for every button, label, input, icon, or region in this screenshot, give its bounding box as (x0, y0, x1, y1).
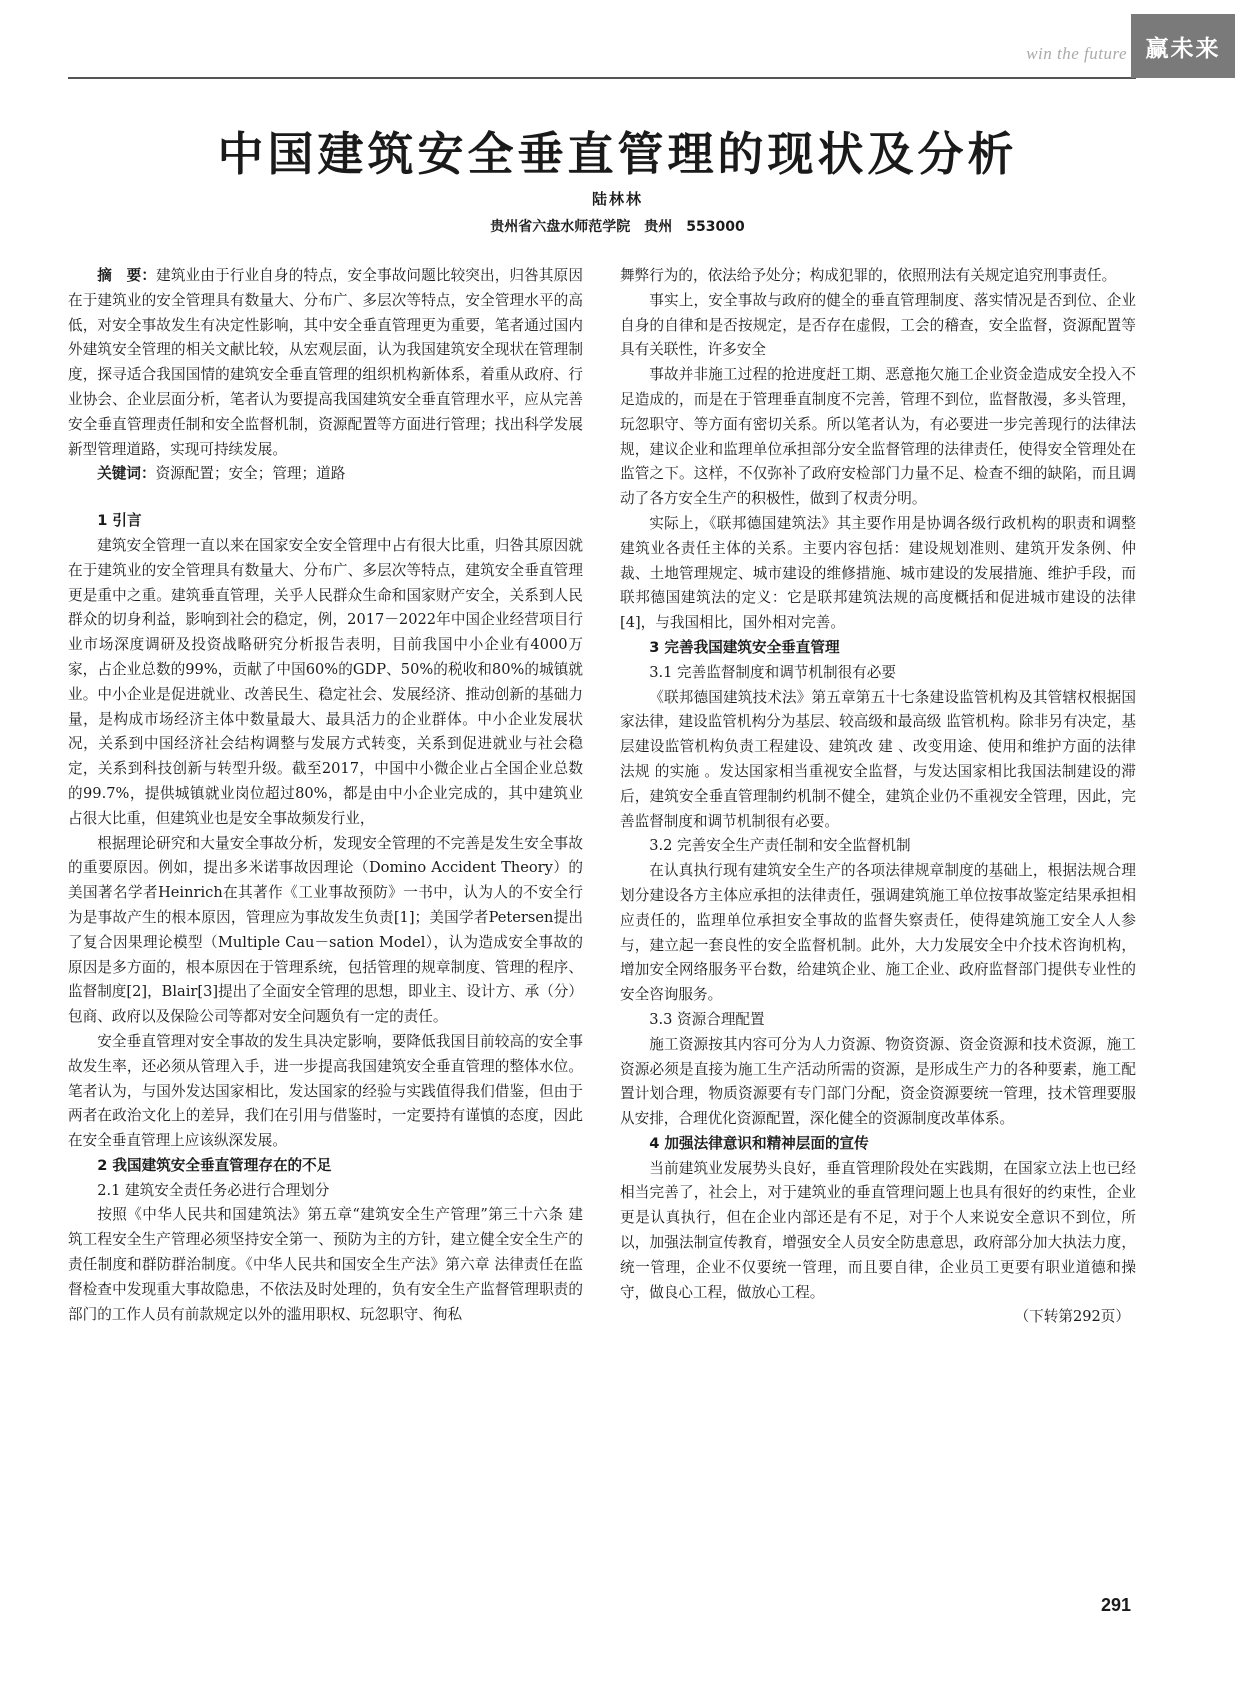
header-badge: 赢未来 (1131, 14, 1235, 78)
article-title: 中国建筑安全垂直管理的现状及分析 (217, 127, 1018, 181)
subsection-heading: 3.3 资源合理配置 (649, 1010, 765, 1028)
header-tagline: win the future (1026, 44, 1127, 63)
right-column (620, 264, 1136, 1330)
paragraph: 根据理论研究和大量安全事故分析，发现安全管理的不完善是发生安全事故的重要原因。例如，提出多米诺事故因理论（Domino Accident Theory）的美国著名学者Heinrich在其著作《工业事故预防》一书中，认为人的不安全行为是事故产生的根本原因，管理应为事故发生负责[1]；美国学者Petersen提出了复合因果理论模型（Multiple Cau－sation Model），认为造成安全事故的原因是多方面的，根本原因在于管理系统，包括管理的规章制度、管理的程序、监督制度[2]，Blair[3]提出了全面安全管理的思想，即业主、设计方、承（分）包商、政府以及保险公司等都对安全问题负有一定的责任。 (68, 834, 583, 1026)
paragraph: 舞弊行为的，依法给予处分；构成犯罪的，依照刑法有关规定追究刑事责任。 (620, 267, 1117, 284)
paragraph: 实际上，《联邦德国建筑法》其主要作用是协调各级行政机构的职责和调整建筑业各责任主体的关系。主要内容包括：建设规划准则、建筑开发条例、仲裁、土地管理规定、城市建设的维修措施、城市建设的发展措施、维护手段，而联邦德国建筑法的定义：它是联邦建筑法规的高度概括和促进城市建设的法律[4]，与我国相比，国外相对完善。 (620, 514, 1136, 632)
section-heading: 4 加强法律意识和精神层面的宣传 (649, 1134, 869, 1152)
abstract (68, 264, 583, 462)
subsection-heading: 2.1 建筑安全责任务必进行合理划分 (97, 1181, 330, 1199)
subsection-heading: 3.2 完善安全生产责任制和安全监督机制 (649, 837, 911, 855)
keywords (68, 462, 583, 487)
page-number: 291 (1100, 1595, 1131, 1615)
paragraph: 施工资源按其内容可分为人力资源、物资资源、资金资源和技术资源，施工资源必须是直接为施工生产活动所需的资源，是形成生产力的各种要素，施工配置计划合理，物质资源要有专门部门分配，资金资源要统一管理，技术管理要服从安排，合理优化资源配置，深化健全的资源制度改革体系。 (620, 1035, 1136, 1128)
section-heading: 3 完善我国建筑安全垂直管理 (649, 638, 840, 656)
paragraph: 《联邦德国建筑技术法》第五章第五十七条建设监管机构及其管辖权根据国家法律，建设监管机构分为基层、较高级和最高级 监管机构。除非另有决定，基层建设监管机构负责工程建设、建筑改 建 、改变用途、使用和维护方面的法律 法规 的实施 。发达国家相当重视安全监督，与发达国家相比我国法制建设的滞后，建筑安全垂直管理制约机制不健全，建筑企业仍不重视安全管理，因此，完善监督制度和调节机制很有必要。 (620, 688, 1136, 830)
paragraph: 事实上，安全事故与政府的健全的垂直管理制度、落实情况是否到位、企业自身的自律和是否按规定，是否存在虚假，工会的稽查，安全监督，资源配置等具有关联性，许多安全 (620, 291, 1136, 359)
left-column (68, 264, 583, 1327)
paragraph: 安全垂直管理对安全事故的发生具决定影响，要降低我国目前较高的安全事故发生率，还必须从管理入手，进一步提高我国建筑安全垂直管理的整体水位。笔者认为，与国外发达国家相比，发达国家的经验与实践值得我们借鉴，但由于两者在政治文化上的差异，我们在引用与借鉴时，一定要持有谨慎的态度，因此在安全垂直管理上应该纵深发展。 (68, 1032, 583, 1150)
abstract-text: 建筑业由于行业自身的特点，安全事故问题比较突出，归咎其原因在于建筑业的安全管理具有数量大、分布广、多层次等特点，安全管理水平的高低，对安全事故发生有决定性影响，其中安全垂直管理更为重要，笔者通过国内外建筑安全管理的相关文献比较，从宏观层面，认为我国建筑安全现状在管理制度，探寻适合我国国情的建筑安全垂直管理的组织机构新体系，着重从政府、行业协会、企业层面分析，笔者认为要提高我国建筑安全垂直管理水平，应从完善安全垂直管理责任制和安全监督机制，资源配置等方面进行管理；找出科学发展新型管理道路，实现可持续发展。 (68, 267, 583, 458)
paragraph: 在认真执行现有建筑安全生产的各项法律规章制度的基础上，根据法规合理划分建设各方主体应承担的法律责任，强调建筑施工单位按事故鉴定结果承担相应责任的，监理单位承担安全事故的监督失察责任，使得建筑施工安全人人参与，建立起一套良性的安全监督机制。此外，大力发展安全中介技术咨询机构，增加安全网络服务平台数，给建筑企业、施工企业、政府监督部门提供专业性的安全咨询服务。 (620, 862, 1136, 1004)
right-column-body (620, 264, 1136, 1330)
abstract-label: 摘 要： (97, 267, 157, 284)
left-column-body (68, 509, 583, 1327)
subsection-heading: 3.1 完善监督制度和调节机制很有必要 (649, 663, 896, 681)
paragraph: 建筑安全管理一直以来在国家安全安全管理中占有很大比重，归咎其原因就在于建筑业的安全管理具有数量大、分布广、多层次等特点，建筑安全垂直管理更是重中之重。建筑垂直管理，关乎人民群众生命和国家财产安全，关系到人民群众的切身利益，影响到社会的稳定，例，2017－2022年中国企业经营项目行业市场深度调研及投资战略研究分析报告表明，目前我国中小企业有4000万家，占企业总数的99%，贡献了中国60%的GDP、50%的税收和80%的城镇就业。中小企业是促进就业、改善民生、稳定社会、发展经济、推动创新的基础力量，是构成市场经济主体中数量最大、最具活力的企业群体。中小企业发展状况，关系到中国经济社会结构调整与发展方式转变，关系到促进就业与社会稳定，关系到科技创新与转型升级。截至2017，中国中小微企业占全国企业总数的99.7%，提供城镇就业岗位超过80%，都是由中小企业完成的，其中建筑业占很大比重，但建筑业也是安全事故频发行业， (68, 536, 583, 827)
keywords-label: 关键词： (97, 465, 156, 483)
author-affiliation: 贵州省六盘水师范学院 贵州 553000 (490, 219, 745, 235)
section-heading: 1 引言 (97, 512, 142, 530)
paragraph: 按照《中华人民共和国建筑法》第五章“建筑安全生产管理”第三十六条 建筑工程安全生产管理必须坚持安全第一、预防为主的方针，建立健全安全生产的责任制度和群防群治制度。《中华人民共和国安全生产法》第六章 法律责任在监督检查中发现重大事故隐患，不依法及时处理的，负有安全生产监督管理职责的部门的工作人员有前款规定以外的滥用职权、玩忽职守、徇私 (68, 1206, 583, 1323)
paragraph: 当前建筑业发展势头良好，垂直管理阶段处在实践期，在国家立法上也已经相当完善了，社会上，对于建筑业的垂直管理问题上也具有很好的约束性，企业更是认真执行，但在企业内部还是有不足，对于个人来说安全意识不到位，所以，加强法制宣传教育，增强安全人员安全防患意思，政府部分加大执法力度，统一管理，企业不仅要统一管理，而且要自律，企业员工更要有职业道德和操守，做良心工程，做放心工程。 (620, 1159, 1136, 1301)
paragraph: 事故并非施工过程的抢进度赶工期、恶意拖欠施工企业资金造成安全投入不足造成的，而是在于管理垂直制度不完善，管理不到位，监督散漫，多头管理，玩忽职守、等方面有密切关系。所以笔者认为，有必要进一步完善现行的法律法规，建议企业和监理单位承担部分安全监督管理的法律责任，使得安全管理处在监管之下。这样，不仅弥补了政府安检部门力量不足、检查不细的缺陷，而且调动了各方安全生产的积极性，做到了权责分明。 (620, 366, 1136, 508)
continued-note: （下转第292页） (1014, 1308, 1130, 1326)
section-heading: 2 我国建筑安全垂直管理存在的不足 (97, 1156, 332, 1174)
keywords-text: 资源配置；安全；管理；道路 (155, 465, 346, 483)
header-rule (68, 77, 1136, 79)
author-name: 陆林林 (591, 190, 643, 208)
